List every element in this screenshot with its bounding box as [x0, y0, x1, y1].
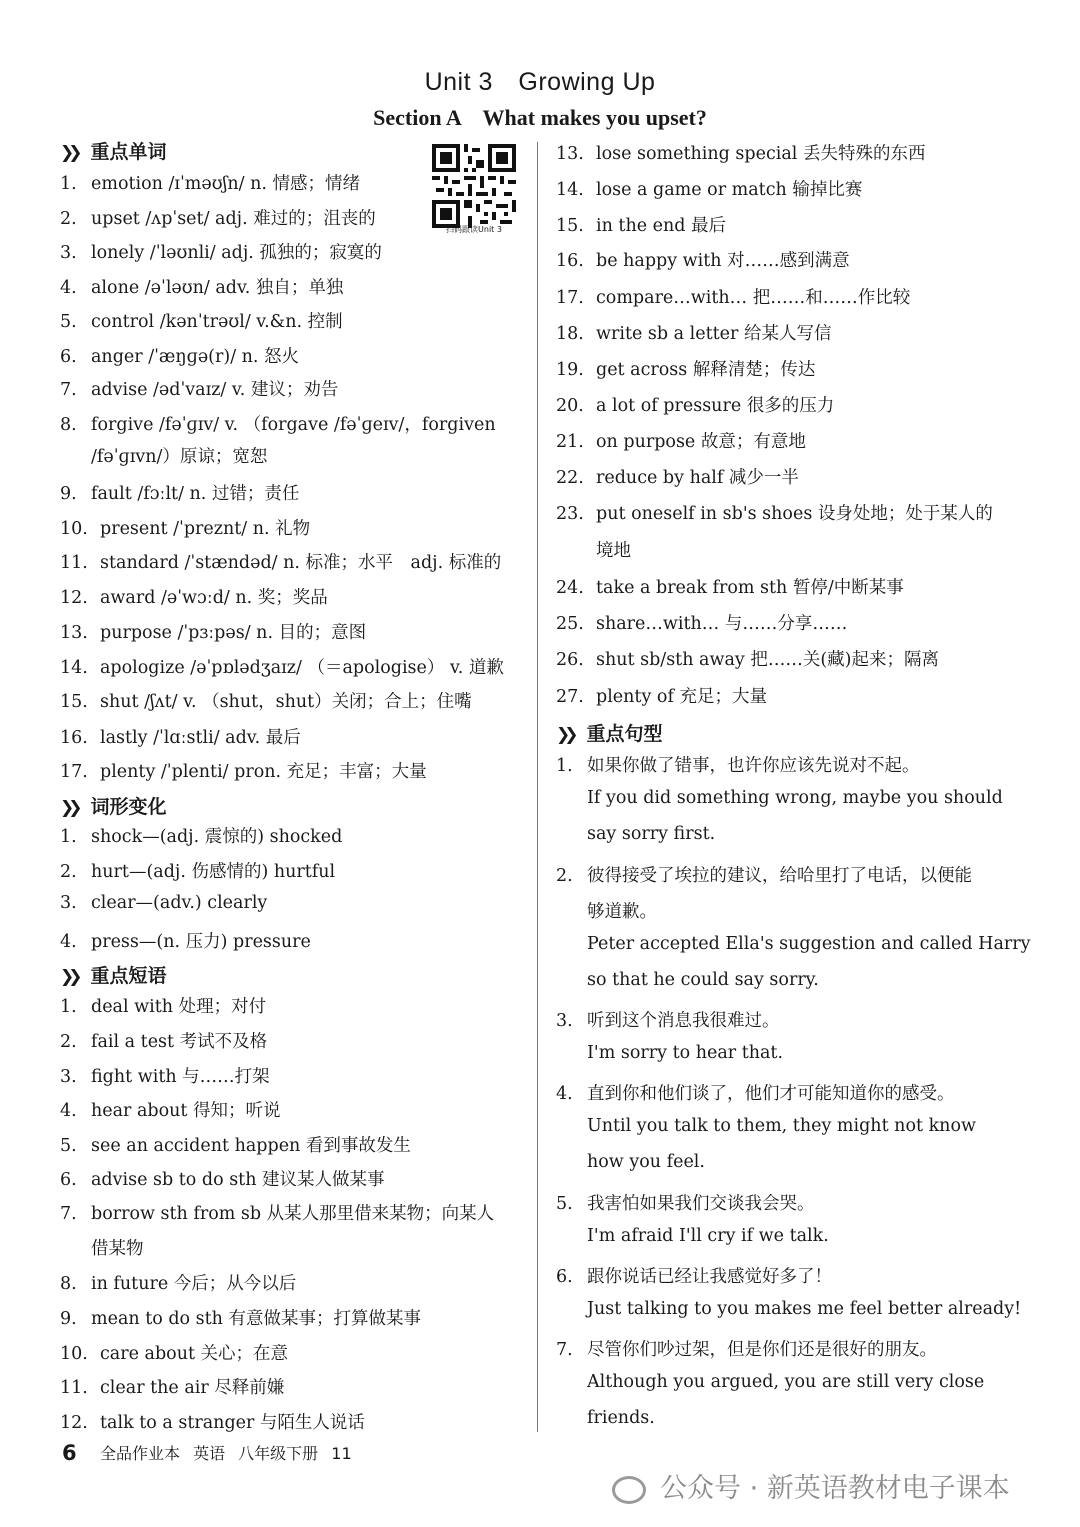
item-number: 3. — [60, 1067, 77, 1087]
phrase-item — [60, 1340, 288, 1365]
phrase-item — [60, 1200, 494, 1225]
wechat-icon — [612, 1476, 646, 1504]
sentence-chinese — [556, 1336, 937, 1361]
column-divider — [537, 142, 538, 1432]
item-text: take a break from sth 暂停/中断某事 — [596, 578, 904, 598]
item-number: 4. — [556, 1084, 573, 1104]
item-number: 4. — [60, 1101, 77, 1121]
sentence-chinese — [556, 1007, 780, 1032]
vocab-item — [60, 411, 496, 436]
item-text: award /əˈwɔːd/ n. 奖；奖品 — [100, 588, 328, 608]
forms-heading: ❯❯ 词形变化 — [60, 796, 167, 818]
item-text: in future 今后；从今以后 — [91, 1274, 297, 1294]
item-number: 27. — [556, 687, 584, 707]
sentence-english: I'm afraid I'll cry if we talk. — [587, 1226, 829, 1246]
item-number: 3. — [60, 893, 77, 913]
double-chevron-icon: ❯❯ — [556, 725, 573, 745]
phrase-item — [556, 140, 925, 165]
item-number: 8. — [60, 415, 77, 435]
vocab-item — [60, 376, 338, 401]
item-text: 彼得接受了埃拉的建议，给哈里打了电话，以便能 — [587, 866, 972, 886]
item-text: fail a test 考试不及格 — [91, 1032, 268, 1052]
vocab-item — [60, 688, 472, 713]
item-text: 我害怕如果我们交谈我会哭。 — [587, 1194, 815, 1214]
item-number: 4. — [60, 932, 77, 952]
item-text: forgive /fəˈɡɪv/ v. （forgave /fəˈɡeɪv/，forgiven — [91, 415, 496, 435]
item-number: 6. — [60, 347, 77, 367]
phrase-item — [60, 1028, 267, 1053]
sentence-english-cont: say sorry first. — [587, 824, 716, 844]
item-number: 2. — [60, 209, 77, 229]
page-number: 6 — [62, 1441, 77, 1465]
vocab-item — [60, 515, 310, 540]
book-title: 全品作业本 英语 八年级下册 11 — [100, 1444, 352, 1463]
sentence-chinese — [556, 1190, 815, 1215]
item-number: 4. — [60, 278, 77, 298]
phrase-item — [556, 464, 799, 489]
vocab-item — [60, 170, 360, 195]
sentence-english: Peter accepted Ella's suggestion and called Harry — [587, 934, 1031, 954]
double-chevron-icon: ❯❯ — [60, 798, 77, 818]
phrase-item — [60, 993, 266, 1018]
phrase-item — [60, 1097, 281, 1122]
item-number: 12. — [60, 588, 88, 608]
item-number: 15. — [556, 216, 584, 236]
item-text: hear about 得知；听说 — [91, 1101, 281, 1121]
phrase-7-continuation: 借某物 — [91, 1239, 144, 1259]
item-text: hurt—(adj. 伤感情的) hurtful — [91, 862, 336, 882]
item-number: 1. — [60, 827, 77, 847]
sentence-english: Until you talk to them, they might not know — [587, 1116, 976, 1136]
item-text: upset /ʌpˈset/ adj. 难过的；沮丧的 — [91, 209, 376, 229]
item-number: 24. — [556, 578, 584, 598]
vocab-item — [60, 724, 301, 749]
item-number: 1. — [60, 997, 77, 1017]
item-number: 1. — [556, 756, 573, 776]
item-text: mean to do sth 有意做某事；打算做某事 — [91, 1309, 421, 1329]
watermark: 公众号 · 新英语教材电子课本 — [612, 1466, 1010, 1505]
item-number: 5. — [60, 312, 77, 332]
item-text: anger /ˈæŋɡə(r)/ n. 怒火 — [91, 347, 300, 367]
item-text: present /ˈpreznt/ n. 礼物 — [100, 519, 311, 539]
item-number: 9. — [60, 484, 77, 504]
phrase-item — [60, 1166, 385, 1191]
item-text: in the end 最后 — [596, 216, 727, 236]
vocab-item — [60, 480, 299, 505]
sentence-english: Just talking to you makes me feel better already! — [587, 1299, 1022, 1319]
sentence-chinese — [556, 862, 972, 887]
item-number: 11. — [60, 1378, 88, 1398]
vocab-item — [60, 205, 376, 230]
item-text: apologize /əˈpɒlədʒaɪz/ （＝apologise） v. 道歉 — [100, 658, 504, 678]
item-number: 23. — [556, 504, 584, 524]
item-text: reduce by half 减少一半 — [596, 468, 799, 488]
item-number: 3. — [556, 1011, 573, 1031]
item-text: 直到你和他们谈了，他们才可能知道你的感受。 — [587, 1084, 955, 1104]
phrase-item — [556, 683, 767, 708]
sentence-chinese-cont: 够道歉。 — [587, 902, 657, 922]
qr-code-icon[interactable] — [432, 144, 516, 228]
item-number: 26. — [556, 650, 584, 670]
vocab-item — [60, 619, 366, 644]
item-number: 14. — [60, 658, 88, 678]
words-heading: ❯❯ 重点单词 — [60, 141, 167, 163]
item-number: 2. — [556, 866, 573, 886]
item-number: 8. — [60, 1274, 77, 1294]
item-text: write sb a letter 给某人写信 — [596, 324, 832, 344]
item-number: 18. — [556, 324, 584, 344]
sentence-chinese — [556, 1263, 832, 1288]
item-text: be happy with 对……感到满意 — [596, 251, 850, 271]
vocab-item — [60, 549, 501, 574]
item-text: purpose /ˈpɜːpəs/ n. 目的；意图 — [100, 623, 367, 643]
phrase-23-continuation: 境地 — [596, 541, 631, 561]
vocab-item — [60, 343, 299, 368]
item-number: 22. — [556, 468, 584, 488]
item-text: 跟你说话已经让我感觉好多了！ — [587, 1267, 832, 1287]
word-form-item — [60, 858, 335, 883]
phrase-item — [60, 1132, 411, 1157]
phrase-item — [60, 1270, 296, 1295]
item-text: clear the air 尽释前嫌 — [100, 1378, 285, 1398]
item-number: 19. — [556, 360, 584, 380]
item-number: 6. — [60, 1170, 77, 1190]
item-number: 11. — [60, 553, 88, 573]
phrase-item — [556, 646, 939, 671]
sentence-chinese — [556, 1080, 955, 1105]
item-text: lastly /ˈlɑːstli/ adv. 最后 — [100, 728, 301, 748]
item-text: lose something special 丢失特殊的东西 — [596, 144, 926, 164]
word-form-item — [60, 823, 342, 848]
word-form-item — [60, 893, 267, 913]
phrase-item — [556, 500, 993, 525]
vocab-item — [60, 274, 343, 299]
item-text: put oneself in sb's shoes 设身处地；处于某人的 — [596, 504, 993, 524]
vocab-item — [60, 584, 328, 609]
item-text: 尽管你们吵过架，但是你们还是很好的朋友。 — [587, 1340, 937, 1360]
item-text: plenty of 充足；大量 — [596, 687, 767, 707]
word-8-continuation: /fəˈɡɪvn/）原谅；宽恕 — [91, 447, 268, 467]
item-text: lonely /ˈləʊnli/ adj. 孤独的；寂寞的 — [91, 243, 382, 263]
item-text: shut /ʃʌt/ v. （shut，shut）关闭；合上；住嘴 — [100, 692, 472, 712]
item-text: compare…with… 把……和……作比较 — [596, 288, 911, 308]
word-form-item — [60, 928, 311, 953]
unit-title: Unit 3 Growing Up — [424, 68, 656, 96]
item-text: emotion /ɪˈməʊʃn/ n. 情感；情绪 — [91, 174, 360, 194]
item-text: clear—(adv.) clearly — [91, 893, 268, 913]
item-number: 5. — [556, 1194, 573, 1214]
item-text: lose a game or match 输掉比赛 — [596, 180, 863, 200]
item-text: shock—(adj. 震惊的) shocked — [91, 827, 343, 847]
item-text: alone /əˈləʊn/ adv. 独自；单独 — [91, 278, 344, 298]
item-text: standard /ˈstændəd/ n. 标准；水平 adj. 标准的 — [100, 553, 502, 573]
item-text: a lot of pressure 很多的压力 — [596, 396, 835, 416]
item-number: 17. — [60, 762, 88, 782]
phrase-item — [556, 574, 904, 599]
item-text: share…with… 与……分享…… — [596, 614, 848, 634]
item-number: 12. — [60, 1413, 88, 1433]
item-number: 10. — [60, 1344, 88, 1364]
sentence-english: If you did something wrong, maybe you should — [587, 788, 1003, 808]
sentence-english-cont: friends. — [587, 1408, 655, 1428]
item-text: fight with 与……打架 — [91, 1067, 270, 1087]
item-number: 15. — [60, 692, 88, 712]
sentence-english: Although you argued, you are still very close — [587, 1372, 985, 1392]
item-number: 20. — [556, 396, 584, 416]
phrase-item — [556, 247, 850, 272]
phrase-item — [556, 392, 834, 417]
phrase-item — [60, 1409, 365, 1434]
item-number: 16. — [556, 251, 584, 271]
item-text: advise /ədˈvaɪz/ v. 建议；劝告 — [91, 380, 339, 400]
item-text: control /kənˈtrəʊl/ v.&n. 控制 — [91, 312, 343, 332]
item-text: borrow sth from sb 从某人那里借来某物；向某人 — [91, 1204, 495, 1224]
sentence-english: I'm sorry to hear that. — [587, 1043, 784, 1063]
item-number: 16. — [60, 728, 88, 748]
double-chevron-icon: ❯❯ — [60, 967, 77, 987]
item-text: press—(n. 压力) pressure — [91, 932, 311, 952]
item-number: 3. — [60, 243, 77, 263]
item-number: 13. — [556, 144, 584, 164]
item-text: see an accident happen 看到事故发生 — [91, 1136, 411, 1156]
item-number: 13. — [60, 623, 88, 643]
item-number: 1. — [60, 174, 77, 194]
item-number: 2. — [60, 862, 77, 882]
item-number: 2. — [60, 1032, 77, 1052]
item-number: 7. — [60, 380, 77, 400]
item-number: 25. — [556, 614, 584, 634]
item-text: advise sb to do sth 建议某人做某事 — [91, 1170, 385, 1190]
item-number: 21. — [556, 432, 584, 452]
item-text: 听到这个消息我很难过。 — [587, 1011, 780, 1031]
item-number: 10. — [60, 519, 88, 539]
sentence-chinese — [556, 752, 920, 777]
phrase-item — [556, 284, 910, 309]
item-number: 7. — [60, 1204, 77, 1224]
vocab-item — [60, 654, 504, 679]
item-text: get across 解释清楚；传达 — [596, 360, 816, 380]
phrase-item — [556, 212, 726, 237]
item-number: 6. — [556, 1267, 573, 1287]
sentences-heading: ❯❯ 重点句型 — [556, 723, 663, 745]
item-text: 如果你做了错事，也许你应该先说对不起。 — [587, 756, 920, 776]
vocab-item — [60, 758, 427, 783]
item-text: plenty /ˈplenti/ pron. 充足；丰富；大量 — [100, 762, 427, 782]
vocab-item — [60, 308, 343, 333]
item-number: 5. — [60, 1136, 77, 1156]
phrases-heading: ❯❯ 重点短语 — [60, 965, 167, 987]
sentence-english-cont: so that he could say sorry. — [587, 970, 819, 990]
phrase-item — [556, 356, 815, 381]
item-text: fault /fɔːlt/ n. 过错；责任 — [91, 484, 300, 504]
item-text: deal with 处理；对付 — [91, 997, 267, 1017]
phrase-item — [556, 176, 862, 201]
item-number: 14. — [556, 180, 584, 200]
sentence-english-cont: how you feel. — [587, 1152, 705, 1172]
item-text: care about 关心；在意 — [100, 1344, 289, 1364]
qr-caption: 扫码跟读Unit 3 — [446, 225, 502, 234]
item-text: shut sb/sth away 把……关(藏)起来；隔离 — [596, 650, 939, 670]
phrase-item — [60, 1305, 421, 1330]
item-text: on purpose 故意；有意地 — [596, 432, 806, 452]
phrase-item — [556, 428, 806, 453]
phrase-item — [556, 320, 831, 345]
item-number: 9. — [60, 1309, 77, 1329]
item-number: 17. — [556, 288, 584, 308]
phrase-item — [60, 1063, 270, 1088]
section-subtitle: Section A What makes you upset? — [373, 105, 707, 130]
vocab-item — [60, 239, 382, 264]
item-text: talk to a stranger 与陌生人说话 — [100, 1413, 365, 1433]
phrase-item — [60, 1374, 284, 1399]
item-number: 7. — [556, 1340, 573, 1360]
double-chevron-icon: ❯❯ — [60, 143, 77, 163]
phrase-item — [556, 610, 847, 635]
